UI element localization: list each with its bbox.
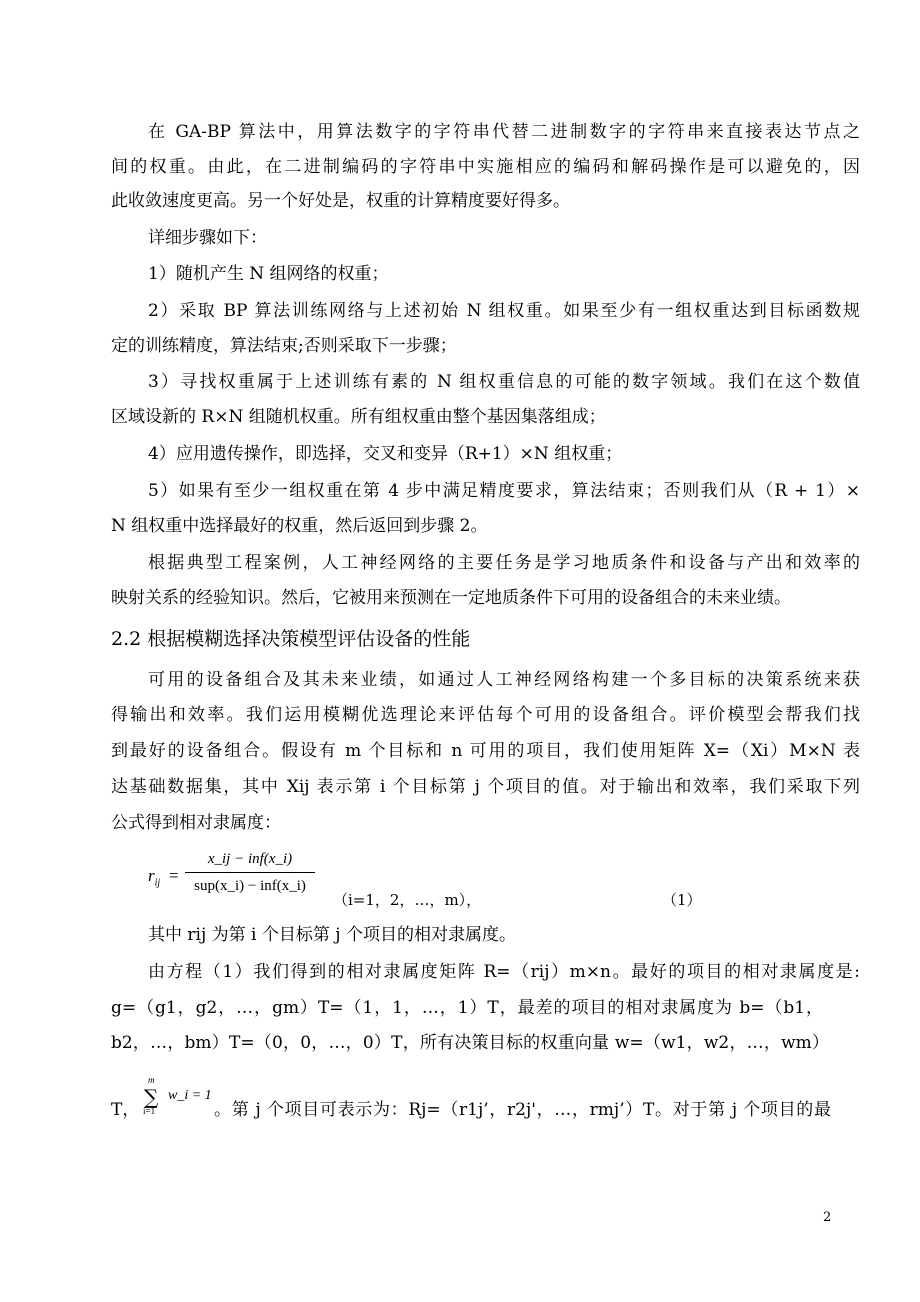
- formula-equals: =: [169, 866, 179, 885]
- paragraph-line: 到最好的设备组合。假设有 m 个目标和 n 可用的项目，我们使用矩阵 X=（Xi）M×N 表: [111, 741, 860, 761]
- sigma-symbol: ∑: [144, 1085, 159, 1109]
- list-item: 4）应用遗传操作，即选择，交叉和变异（R+1）×N 组权重；: [148, 444, 623, 464]
- paragraph-line: g=（g1，g2，…，gm）T=（1，1，…，1）T，最差的项目的相对隶属度为 b=（b1，: [111, 998, 823, 1018]
- sum-lower-limit: i=1: [143, 1106, 156, 1116]
- paragraph-line: b2，…，bm）T=（0，0，…，0）T，所有决策目标的权重向量 w=（w1，w2，…，wm）: [111, 1033, 829, 1053]
- list-item: 3）寻找权重属于上述训练有素的 N 组权重信息的可能的数字领域。我们在这个数值: [148, 372, 860, 392]
- list-item: 1）随机产生 N 组网络的权重；: [148, 264, 389, 284]
- equation-number: （1）: [662, 891, 702, 909]
- formula-range: （i=1，2，…，m），: [333, 891, 482, 909]
- formula-fraction: [185, 849, 315, 896]
- paragraph-line: 此收敛速度更高。另一个好处是，权重的计算精度要好得多。: [111, 191, 570, 211]
- paragraph-line: 在 GA-BP 算法中，用算法数字的字符串代替二进制数字的字符串来直接表达节点之: [148, 122, 860, 142]
- paragraph-line: 可用的设备组合及其未来业绩，如通过人工神经网络构建一个多目标的决策系统来获: [148, 670, 860, 690]
- formula-numerator: x_ij − inf(x_i): [185, 849, 315, 873]
- paragraph-line: 详细步骤如下：: [148, 228, 267, 248]
- page-number: 2: [823, 1210, 832, 1225]
- paragraph-line: 达基础数据集，其中 Xij 表示第 i 个目标第 j 个项目的值。对于输出和效率，我们采取下列: [111, 777, 860, 797]
- paragraph-line: 得输出和效率。我们运用模糊优选理论来评估每个可用的设备组合。评价模型会帮我们找: [111, 705, 860, 725]
- paragraph-line: 间的权重。由此，在二进制编码的字符串中实施相应的编码和解码操作是可以避免的，因: [111, 157, 860, 177]
- paragraph-line: 。第 j 个项目可表示为：Rj=（r1j’，r2j'，…，rmj’）T。对于第 j 个项目的最: [214, 1100, 831, 1120]
- paragraph-line: 公式得到相对隶属度：: [111, 813, 281, 833]
- section-heading: 2.2 根据模糊选择决策模型评估设备的性能: [111, 628, 471, 650]
- paragraph-line: 根据典型工程案例，人工神经网络的主要任务是学习地质条件和设备与产出和效率的: [148, 553, 860, 573]
- paragraph-line: 定的训练精度，算法结束;否则采取下一步骤；: [111, 336, 457, 356]
- list-item: 5）如果有至少一组权重在第 4 步中满足精度要求，算法结束；否则我们从（R + 1）×: [148, 481, 860, 501]
- sum-formula: [142, 1075, 212, 1119]
- sum-upper-limit: m: [148, 1075, 155, 1085]
- paragraph-line: 映射关系的经验知识。然后，它被用来预测在一定地质条件下可用的设备组合的未来业绩。: [111, 588, 791, 608]
- list-item: 2）采取 BP 算法训练网络与上述初始 N 组权重。如果至少有一组权重达到目标函数规: [148, 301, 860, 321]
- formula-denominator: sup(x_i) − inf(x_i): [194, 878, 306, 894]
- sum-body: w_i = 1: [168, 1088, 212, 1103]
- paragraph-line: T，: [111, 1100, 140, 1120]
- paragraph-line: 区域设新的 R×N 组随机权重。所有组权重由整个基因集落组成；: [111, 407, 606, 427]
- paragraph-line: 由方程（1）我们得到的相对隶属度矩阵 R=（rij）m×n。最好的项目的相对隶属度是:: [148, 962, 860, 982]
- formula-lhs: $r_{ij}$: [148, 866, 161, 889]
- paragraph-line: N 组权重中选择最好的权重，然后返回到步骤 2。: [111, 516, 488, 536]
- paragraph-line: 其中 rij 为第 i 个目标第 j 个项目的相对隶属度。: [148, 925, 516, 945]
